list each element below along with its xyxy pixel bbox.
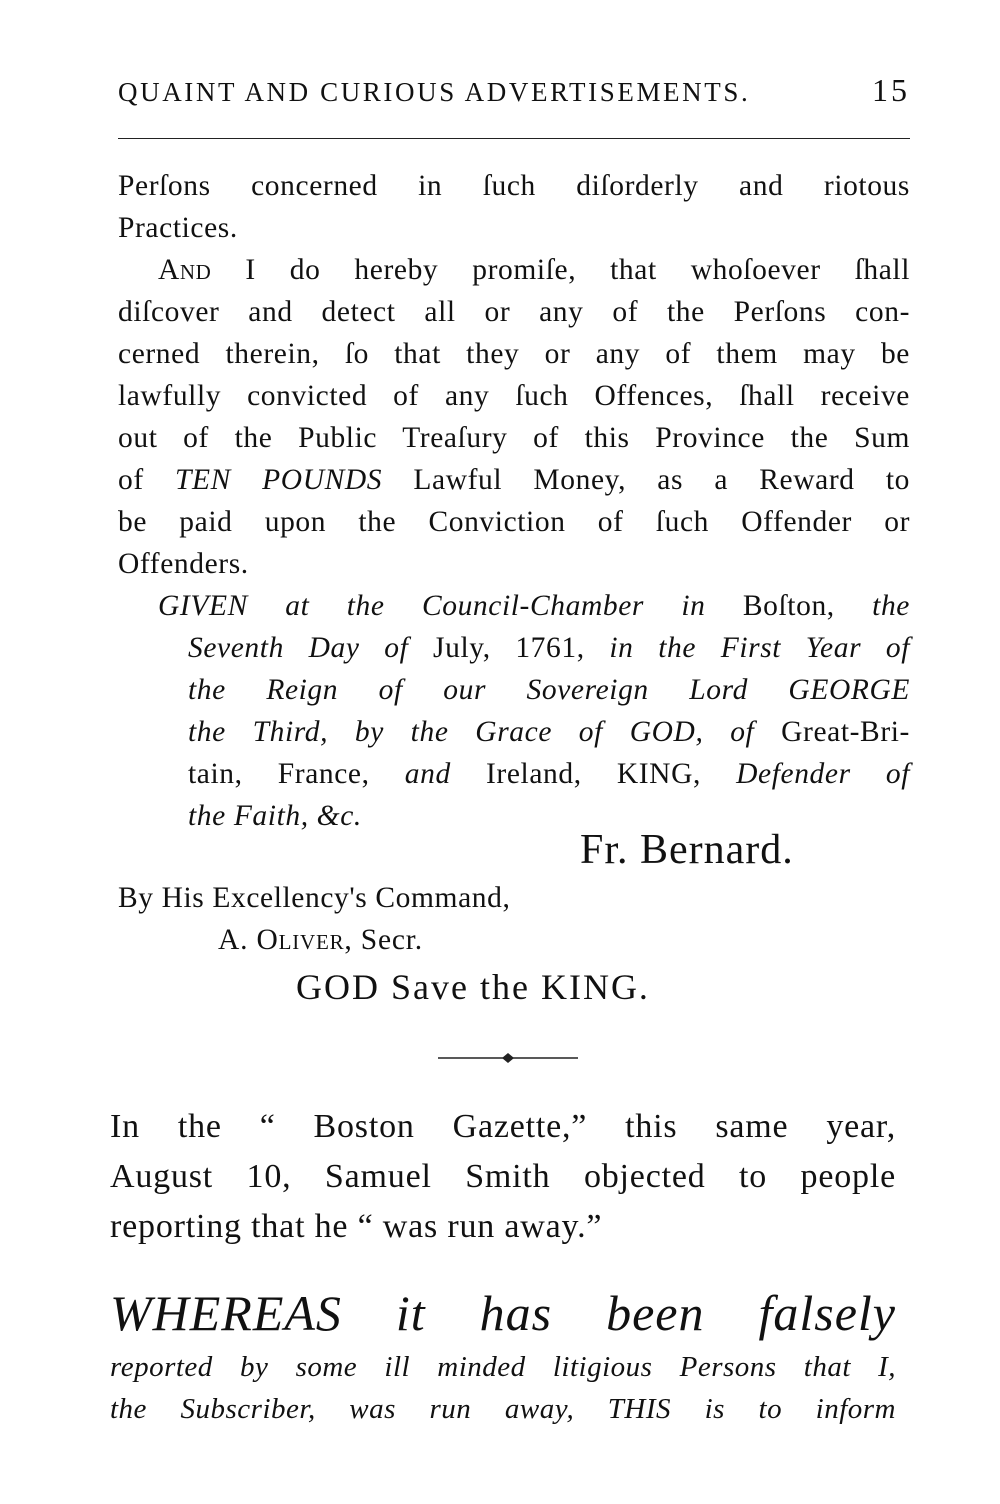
text-line: Practices. bbox=[118, 212, 238, 244]
command-line: By His Excellency's Command, bbox=[118, 882, 511, 914]
italic-run: the Third, by the Grace of GOD, of bbox=[188, 716, 755, 748]
given-line bbox=[188, 711, 910, 753]
secretary-line bbox=[218, 924, 423, 957]
text-run: A. bbox=[218, 924, 257, 956]
advertisement-line: reported by some ill minded litigious Persons that I, bbox=[110, 1351, 896, 1383]
given-line bbox=[188, 795, 910, 837]
text-run: I do hereby promiſe, that whoſoever ſhall bbox=[211, 254, 910, 286]
italic-run: the Reign of our Sovereign Lord GEORGE bbox=[188, 674, 910, 706]
running-title: QUAINT AND CURIOUS ADVERTISEMENTS. bbox=[118, 77, 751, 107]
running-header bbox=[118, 72, 910, 116]
secretary-name: Oliver bbox=[256, 924, 345, 956]
text-line: diſcover and detect all or any of the Perſons con- bbox=[118, 296, 910, 328]
text-run: tain, France, bbox=[188, 758, 405, 790]
text-line: Perſons concerned in ſuch diſorderly and riotous bbox=[118, 170, 910, 202]
given-line bbox=[188, 627, 910, 669]
text-line bbox=[158, 249, 910, 291]
text-run: Boſton, bbox=[705, 590, 873, 622]
italic-run: the Faith, &c. bbox=[188, 800, 362, 832]
text-line: out of the Public Treaſury of this Province the Sum bbox=[118, 422, 910, 454]
text-run: of bbox=[118, 464, 176, 496]
italic-run: GIVEN at the Council-Chamber in bbox=[158, 590, 706, 622]
given-line bbox=[188, 753, 910, 795]
italic-run: in the First Year of bbox=[609, 632, 910, 664]
given-line bbox=[158, 585, 910, 627]
section-divider-ornament bbox=[438, 1050, 578, 1066]
text-run: Lawful Money, as a Reward to bbox=[382, 464, 910, 496]
text-run: Great-Bri- bbox=[754, 716, 910, 748]
god-save-the-king: GOD Save the KING. bbox=[296, 967, 650, 1007]
italic-run: Defender of bbox=[736, 758, 910, 790]
text-run: , Secr. bbox=[344, 924, 423, 956]
italic-run: and bbox=[404, 758, 451, 790]
text-run: Ireland, KING, bbox=[450, 758, 737, 790]
text-line: be paid upon the Conviction of ſuch Offender or bbox=[118, 506, 910, 538]
intro-line: August 10, Samuel Smith objected to people bbox=[110, 1158, 896, 1195]
italic-run: the bbox=[872, 590, 910, 622]
page-number: 15 bbox=[872, 72, 910, 108]
intro-line: In the “ Boston Gazette,” this same year, bbox=[110, 1108, 896, 1145]
text-run: July, 1761, bbox=[408, 632, 610, 664]
header-rule bbox=[118, 138, 910, 139]
small-caps-word: And bbox=[158, 254, 212, 286]
text-line: cerned therein, ſo that they or any of them may be bbox=[118, 338, 910, 370]
given-line bbox=[188, 669, 910, 711]
text-line bbox=[118, 459, 910, 501]
signature: Fr. Bernard. bbox=[580, 827, 794, 873]
italic-run: TEN POUNDS bbox=[175, 464, 383, 496]
diamond-icon bbox=[502, 1053, 514, 1063]
advertisement-line: the Subscriber, was run away, THIS is to inform bbox=[110, 1393, 896, 1425]
italic-run: Seventh Day of bbox=[188, 632, 409, 664]
intro-line: reporting that he “ was run away.” bbox=[110, 1208, 603, 1245]
text-line: Offenders. bbox=[118, 548, 249, 580]
text-line: lawfully convicted of any ſuch Offences, ſhall receive bbox=[118, 380, 910, 412]
advertisement-headline: WHEREAS it has been falsely bbox=[110, 1285, 896, 1341]
